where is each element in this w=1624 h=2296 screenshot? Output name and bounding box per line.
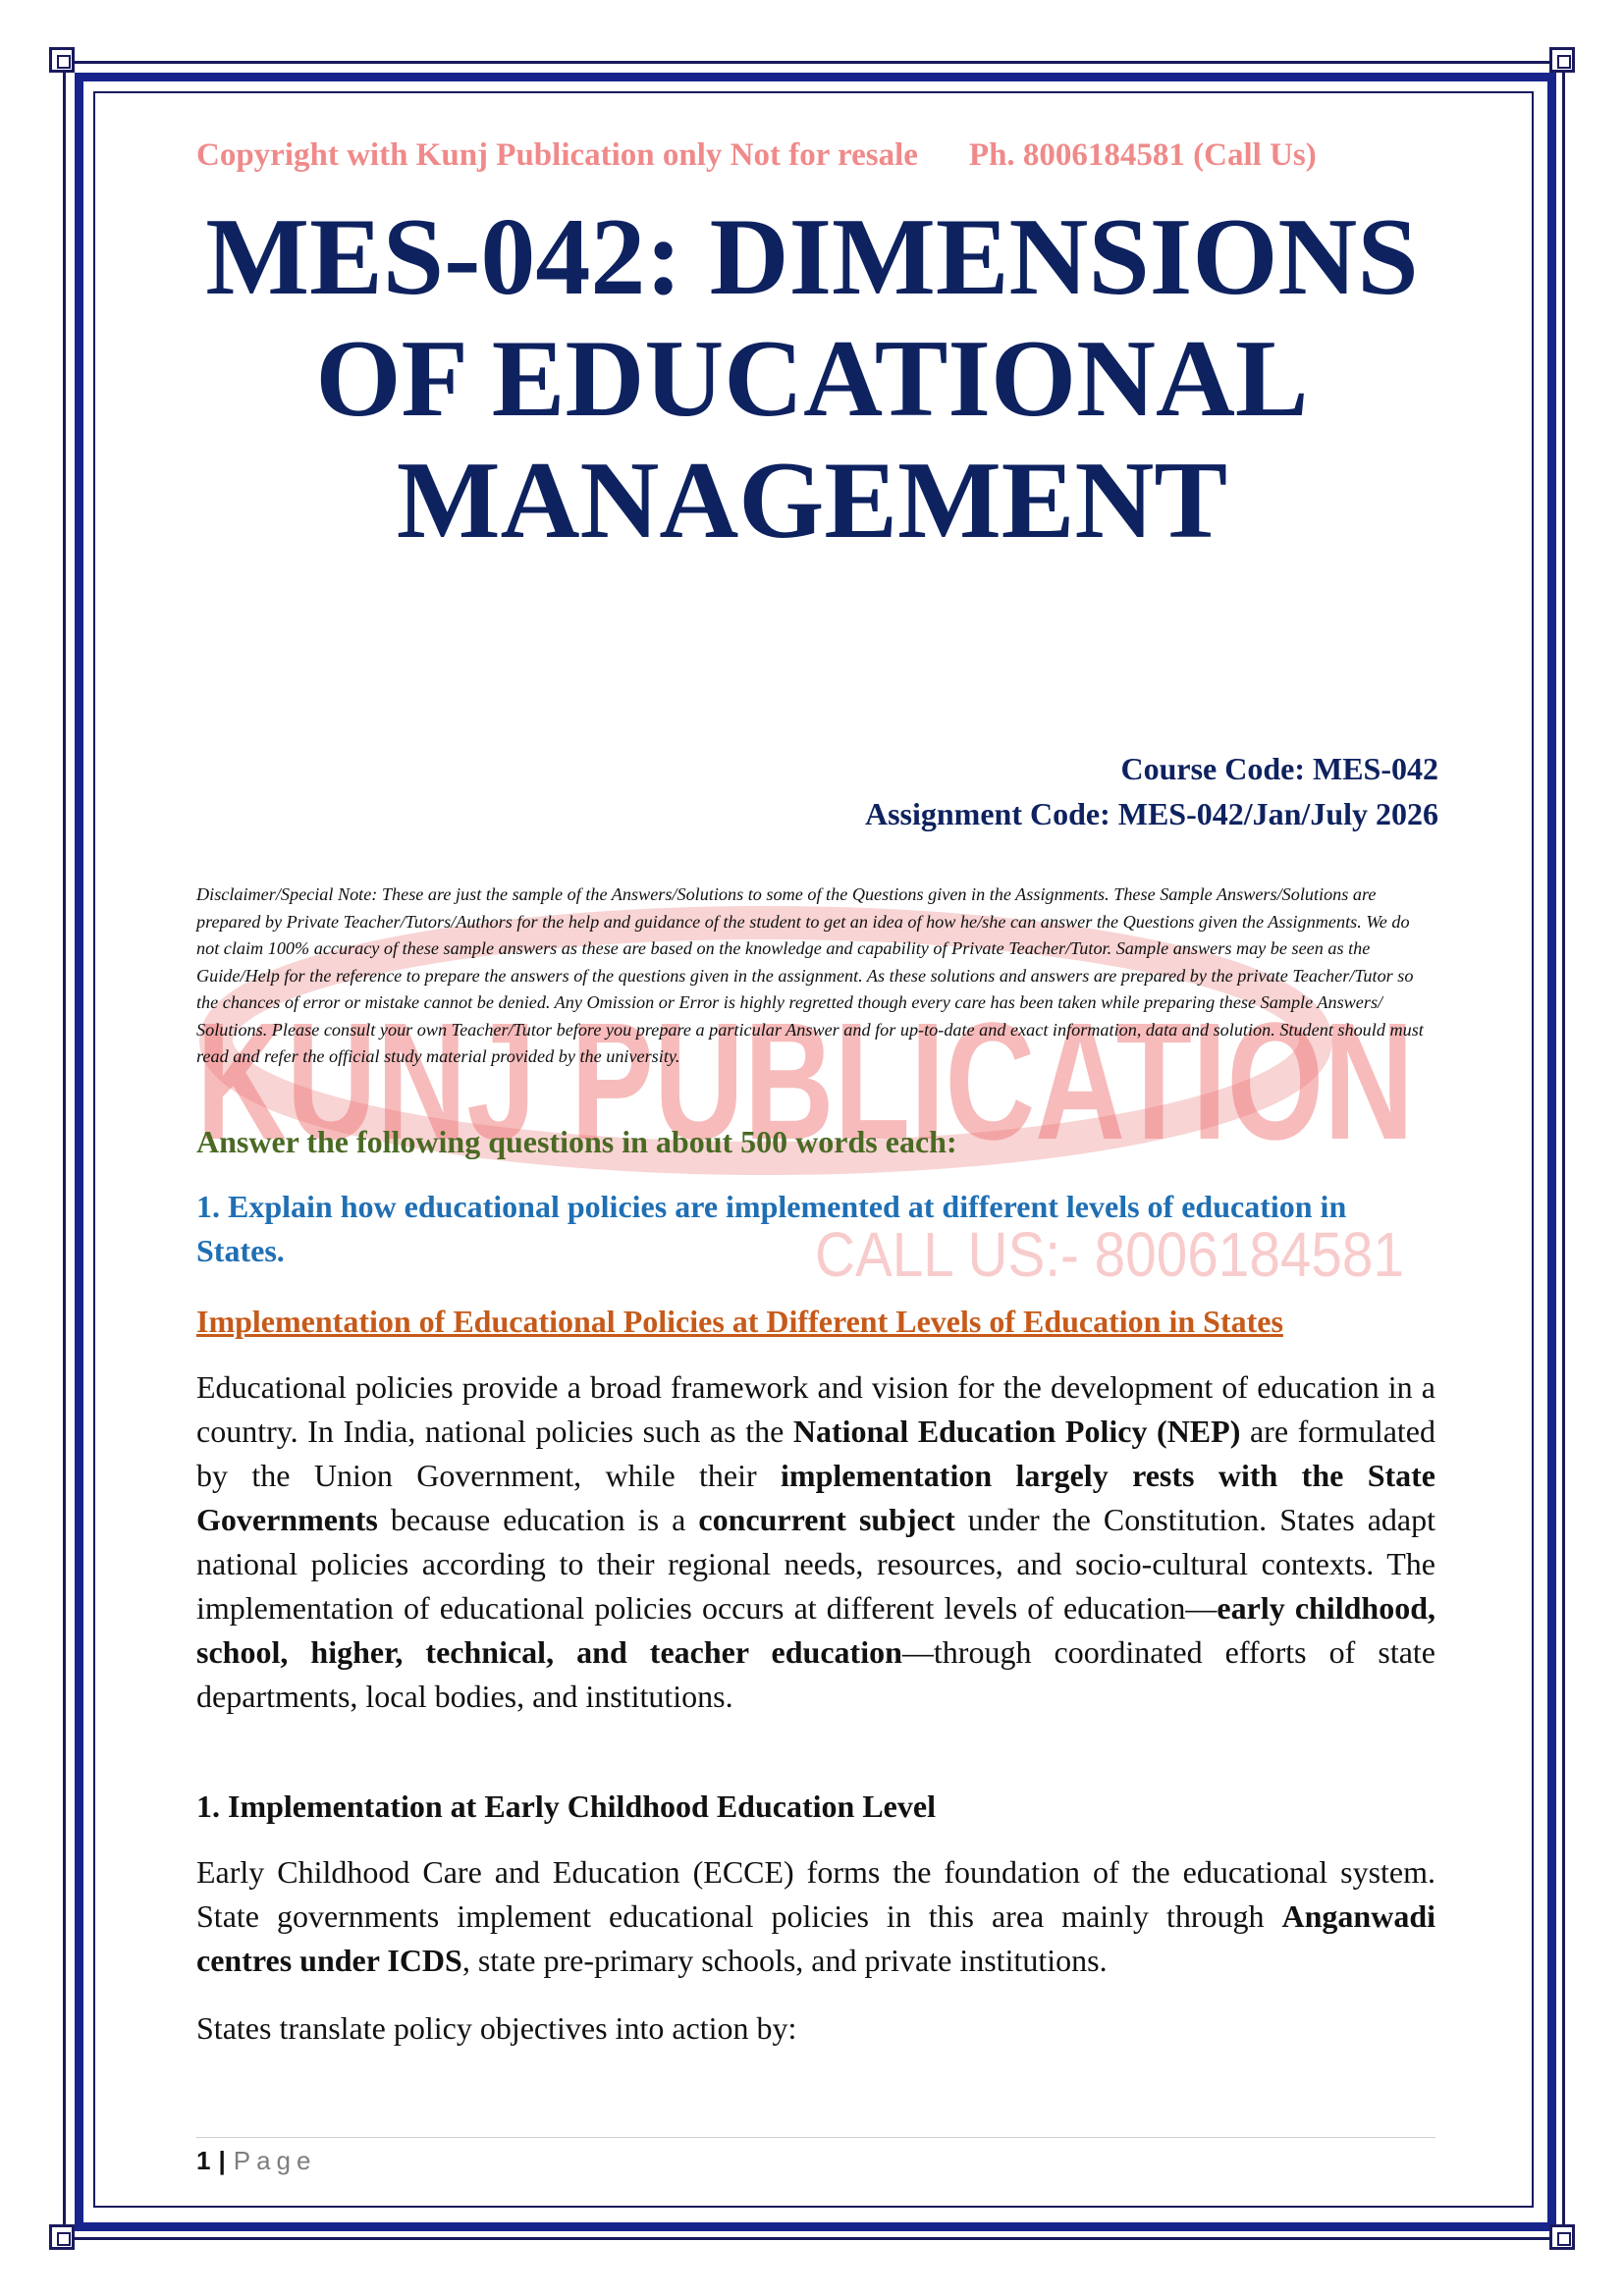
page-number: 1 — [196, 2146, 211, 2175]
question-1: 1. Explain how educational policies are implemented at different levels of education in States. — [196, 1189, 1347, 1268]
intro-bold-2: implementation largely rests with the State Governments — [196, 1458, 1435, 1537]
page-footer — [196, 2146, 316, 2176]
intro-bold-1: National Education Policy (NEP) — [792, 1414, 1241, 1449]
instruction: Answer the following questions in about 500 words each: — [196, 1124, 957, 1159]
border-corner-top-left — [49, 47, 75, 73]
border-corner-bottom-right — [1549, 2224, 1575, 2250]
states-translate-text: States translate policy objectives into action by: — [196, 2010, 797, 2046]
intro-text-5: —through coordinated efforts of state departments, local bodies, and institutions. — [196, 1634, 1436, 1714]
assignment-code: Assignment Code: MES-042/Jan/July 2026 — [864, 796, 1438, 831]
watermark-call: CALL US:- 8006184581 — [815, 1219, 1404, 1290]
intro-paragraph — [196, 1365, 1435, 1719]
border-corner-bottom-left — [49, 2224, 75, 2250]
page-title — [167, 196, 1457, 561]
footer-separator: | — [218, 2146, 226, 2175]
border-corner-top-right — [1549, 47, 1575, 73]
intro-text-2: are formulated by the Union Government, while their — [196, 1414, 1436, 1493]
ecce-text-2: , state pre-primary schools, and private institutions. — [461, 1943, 1108, 1978]
ecce-bold-1: Anganwadi centres under ICDS — [196, 1898, 1435, 1978]
title-line-3: MANAGEMENT — [396, 440, 1228, 561]
watermark-brand: KUNJ PUBLICATION — [196, 988, 1414, 1175]
subheading-early-childhood: 1. Implementation at Early Childhood Education Level — [196, 1789, 936, 1824]
section-heading: Implementation of Educational Policies at Different Levels of Education in States — [196, 1304, 1283, 1339]
phone-text: Ph. 8006184581 (Call Us) — [968, 137, 1317, 173]
copyright-text: Copyright with Kunj Publication only Not for resale — [196, 137, 918, 173]
course-codes — [865, 746, 1438, 836]
title-line-1: MES-042: DIMENSIONS — [205, 196, 1419, 318]
copyright-header — [196, 137, 1434, 174]
course-code: Course Code: MES-042 — [1120, 751, 1438, 786]
intro-text-1: Educational policies provide a broad framework and vision for the development of education in a country. In India, national policies such as the — [196, 1369, 1435, 1449]
ecce-paragraph — [196, 1850, 1435, 1983]
page-label: Page — [233, 2146, 317, 2175]
footer-divider — [196, 2137, 1435, 2138]
intro-text-4: under the Constitution. States adapt national policies according to their regional needs, resources, and socio-cultural contexts. The implementation of educational policies occurs at different levels of education— — [196, 1502, 1436, 1626]
intro-bold-3: concurrent subject — [698, 1502, 955, 1537]
intro-bold-4: early childhood, school, higher, technical, and teacher education — [196, 1590, 1436, 1670]
disclaimer: Disclaimer/Special Note: These are just the sample of the Answers/Solutions to some of the Questions given in the Assignments. These Sample Answers/Solutions are prepared by Private Teacher/Tutors/Authors for the help and guidance of the student to get an idea of how he/she can answer the Questions given the Assignments. We do not claim 100% accuracy of these sample answers as these are based on the knowledge and capability of Private Teacher/Tutor. Sample answers may be seen as the Guide/Help for the reference to prepare the answers of the questions given in the assignment. As these solutions and answers are prepared by the private Teacher/Tutor so the chances of error or mistake cannot be denied. Any Omission or Error is highly regretted though every care has been taken while preparing these Sample Answers/ Solutions. Please consult your own Teacher/Tutor before you prepare a particular Answer and for up-to-date and exact information, data and solution. Student should must read and refer the official study material provided by the university. — [196, 884, 1424, 1066]
ecce-text-1: Early Childhood Care and Education (ECCE) forms the foundation of the educational system. State governments implement educational policies in this area mainly through — [196, 1854, 1435, 1934]
intro-text-3: because education is a — [377, 1502, 699, 1537]
title-line-2: OF EDUCATIONAL — [315, 318, 1309, 440]
